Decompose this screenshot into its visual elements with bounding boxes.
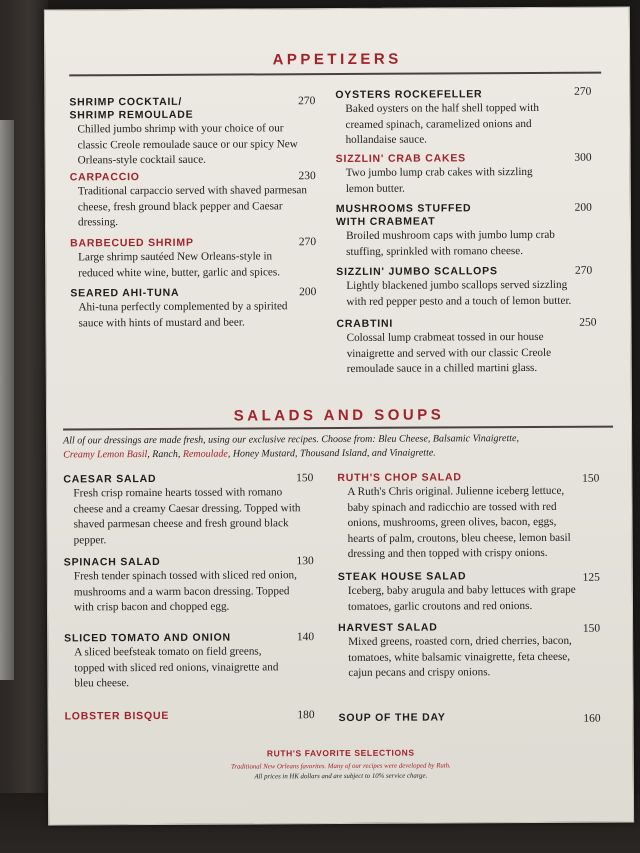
item-price: 200 [299, 286, 317, 299]
item-name: MUSHROOMS STUFFED [335, 202, 472, 216]
salads-title: SALADS AND SOUPS [233, 406, 445, 425]
item-desc: remoulade sauce in a chilled martini glass. [346, 361, 538, 375]
menu-item [65, 709, 315, 723]
item-desc: creamed spinach, caramelized onions and [345, 117, 532, 131]
menu-item [336, 152, 592, 197]
item-desc: dressing and then topped with crispy onions. [347, 546, 548, 560]
item-price: 160 [583, 712, 601, 725]
item-name: SHRIMP COCKTAIL/ [69, 95, 183, 109]
item-desc: Two jumbo lump crab cakes with sizzling [345, 165, 533, 179]
item-name: SPINACH SALAD [63, 555, 161, 569]
item-price: 150 [582, 622, 601, 635]
menu-item [338, 570, 600, 615]
item-desc: topped with sliced red onions, vinaigrette and [74, 660, 279, 674]
item-name: SLICED TOMATO AND ONION [64, 631, 231, 645]
item-desc: Ahi-tuna perfectly complemented by a spirited [78, 300, 288, 314]
menu-item [69, 95, 315, 169]
menu-item [70, 236, 316, 281]
item-price: 200 [574, 201, 592, 214]
item-desc: Broiled mushroom caps with jumbo lump crab [346, 228, 555, 242]
item-desc: A sliced beefsteak tomato on field greens, [74, 645, 262, 659]
item-desc: Colossal lump crabmeat tossed in our house [346, 330, 544, 344]
item-desc: cajun pecans and crispy onions. [348, 666, 491, 679]
item-desc: tomatoes, white balsamic vinaigrette, feta cheese, [348, 650, 571, 664]
item-price: 150 [582, 472, 600, 485]
item-name: CRABTINI [336, 317, 394, 331]
item-name: SIZZLIN' JUMBO SCALLOPS [336, 265, 498, 279]
item-desc: bleu cheese. [74, 677, 130, 690]
item-desc: baby spinach and radicchio are tossed with red [347, 500, 557, 514]
dressing-highlight: Remoulade [182, 448, 228, 460]
menu-item [337, 471, 599, 563]
menu-item [70, 286, 316, 331]
item-price: 250 [579, 316, 597, 329]
item-desc: hollandaise sauce. [345, 133, 427, 146]
menu-page [44, 6, 634, 825]
menu-item [64, 555, 314, 616]
item-price: 180 [297, 709, 315, 722]
item-price: 270 [298, 95, 316, 108]
item-desc: Iceberg, baby arugula and baby lettuces with grape [347, 583, 576, 597]
item-desc: with red pepper pesto and a touch of lemon butter. [346, 294, 572, 308]
appetizers-title: APPETIZERS [272, 50, 402, 69]
item-name: HARVEST SALAD [338, 621, 438, 635]
item-name: SEARED AHI-TUNA [70, 286, 180, 300]
item-name: BARBECUED SHRIMP [70, 236, 194, 250]
footer-note: Traditional New Orleans favorites. Many of our recipes were developed by Ruth. [230, 762, 451, 771]
menu-cover-edge [0, 0, 48, 853]
item-desc: hearts of palm, croutons, bleu cheese, lemon basil [347, 531, 571, 545]
item-name: STEAK HOUSE SALAD [337, 570, 467, 584]
item-price: 140 [296, 631, 315, 644]
item-desc: Lightly blackened jumbo scallops served sizzling [346, 278, 568, 292]
item-desc: Fresh tender spinach tossed with sliced red onion, [73, 569, 297, 583]
dressing-highlight: Creamy Lemon Basil [63, 449, 148, 461]
item-desc: stuffing, sprinkled with romano cheese. [346, 244, 524, 258]
footer-title: RUTH'S FAVORITE SELECTIONS [266, 747, 415, 759]
item-name: RUTH'S CHOP SALAD [337, 471, 462, 485]
item-price: 150 [296, 472, 314, 485]
item-desc: Large shrimp sautéed New Orleans-style in [78, 250, 273, 264]
dressings-note-line: All of our dressings are made fresh, using our exclusive recipes. Choose from: Bleu Cheese, Balsamic Vinaigrette, [63, 433, 520, 447]
menu-item [339, 711, 601, 725]
dressings-note-line: Creamy Lemon Basil, Ranch, Remoulade, Honey Mustard, Thousand Island, and Vinaigrette. [63, 447, 436, 461]
item-desc: Fresh crisp romaine hearts tossed with romano [73, 486, 283, 500]
item-desc: shaved parmesan cheese and fresh ground black [73, 517, 289, 531]
item-desc: cheese, fresh ground black pepper and Caesar [77, 199, 283, 213]
item-name: WITH CRABMEAT [335, 215, 436, 229]
item-desc: Orleans-style cocktail sauce. [77, 153, 206, 167]
menu-item [70, 170, 316, 231]
menu-item [336, 265, 592, 310]
item-desc: vinaigrette and served with our classic Creole [346, 346, 552, 360]
item-desc: dressing. [77, 216, 119, 229]
menu-item [335, 85, 592, 149]
appetizers-rule [69, 72, 601, 76]
menu-item [338, 621, 600, 682]
menu-item [336, 202, 592, 260]
item-desc: Mixed greens, roasted corn, dried cherries, bacon, [348, 634, 572, 648]
item-name: SOUP OF THE DAY [338, 711, 446, 725]
item-desc: tomatoes, garlic croutons and red onions. [347, 599, 533, 613]
menu-item [336, 317, 596, 378]
item-desc: pepper. [73, 533, 107, 546]
item-name: OYSTERS ROCKEFELLER [335, 88, 483, 102]
item-desc: with crisp bacon and chopped egg. [73, 600, 230, 614]
item-name: CARPACCIO [69, 171, 140, 184]
item-desc: classic Creole remoulade sauce or our spicy New [77, 137, 298, 151]
item-desc: cheese and a creamy Caesar dressing. Topped with [73, 501, 301, 515]
item-name: SIZZLIN' CRAB CAKES [335, 152, 466, 166]
footer-price-note: All prices in HK dollars and are subject to 10% service charge. [254, 772, 428, 781]
salads-rule [63, 426, 613, 430]
item-price: 270 [574, 264, 593, 277]
item-desc: A Ruth's Chris original. Julienne iceberg lettuce, [347, 484, 565, 498]
item-name: CAESAR SALAD [63, 472, 157, 486]
item-price: 130 [296, 555, 314, 568]
item-name: SHRIMP REMOULADE [69, 108, 194, 122]
dressings-note [63, 432, 619, 463]
item-name: LOBSTER BISQUE [64, 709, 170, 723]
item-price: 270 [298, 236, 317, 249]
item-desc: reduced white wine, butter, garlic and spices. [78, 265, 281, 279]
menu-item [64, 631, 314, 692]
item-price: 270 [574, 85, 592, 98]
item-desc: lemon butter. [345, 182, 405, 195]
item-desc: onions, mushrooms, green olives, bacon, eggs, [347, 515, 557, 529]
item-desc: Chilled jumbo shrimp with your choice of our [77, 122, 284, 136]
item-desc: sauce with hints of mustard and beer. [78, 315, 245, 329]
item-price: 125 [582, 571, 600, 584]
menu-item [63, 472, 313, 548]
item-desc: Baked oysters on the half shell topped with [345, 101, 539, 115]
item-desc: Traditional carpaccio served with shaved parmesan [77, 184, 308, 198]
item-desc: mushrooms and a warm bacon dressing. Topped [73, 584, 290, 598]
item-price: 230 [298, 170, 316, 183]
item-price: 300 [574, 151, 592, 164]
